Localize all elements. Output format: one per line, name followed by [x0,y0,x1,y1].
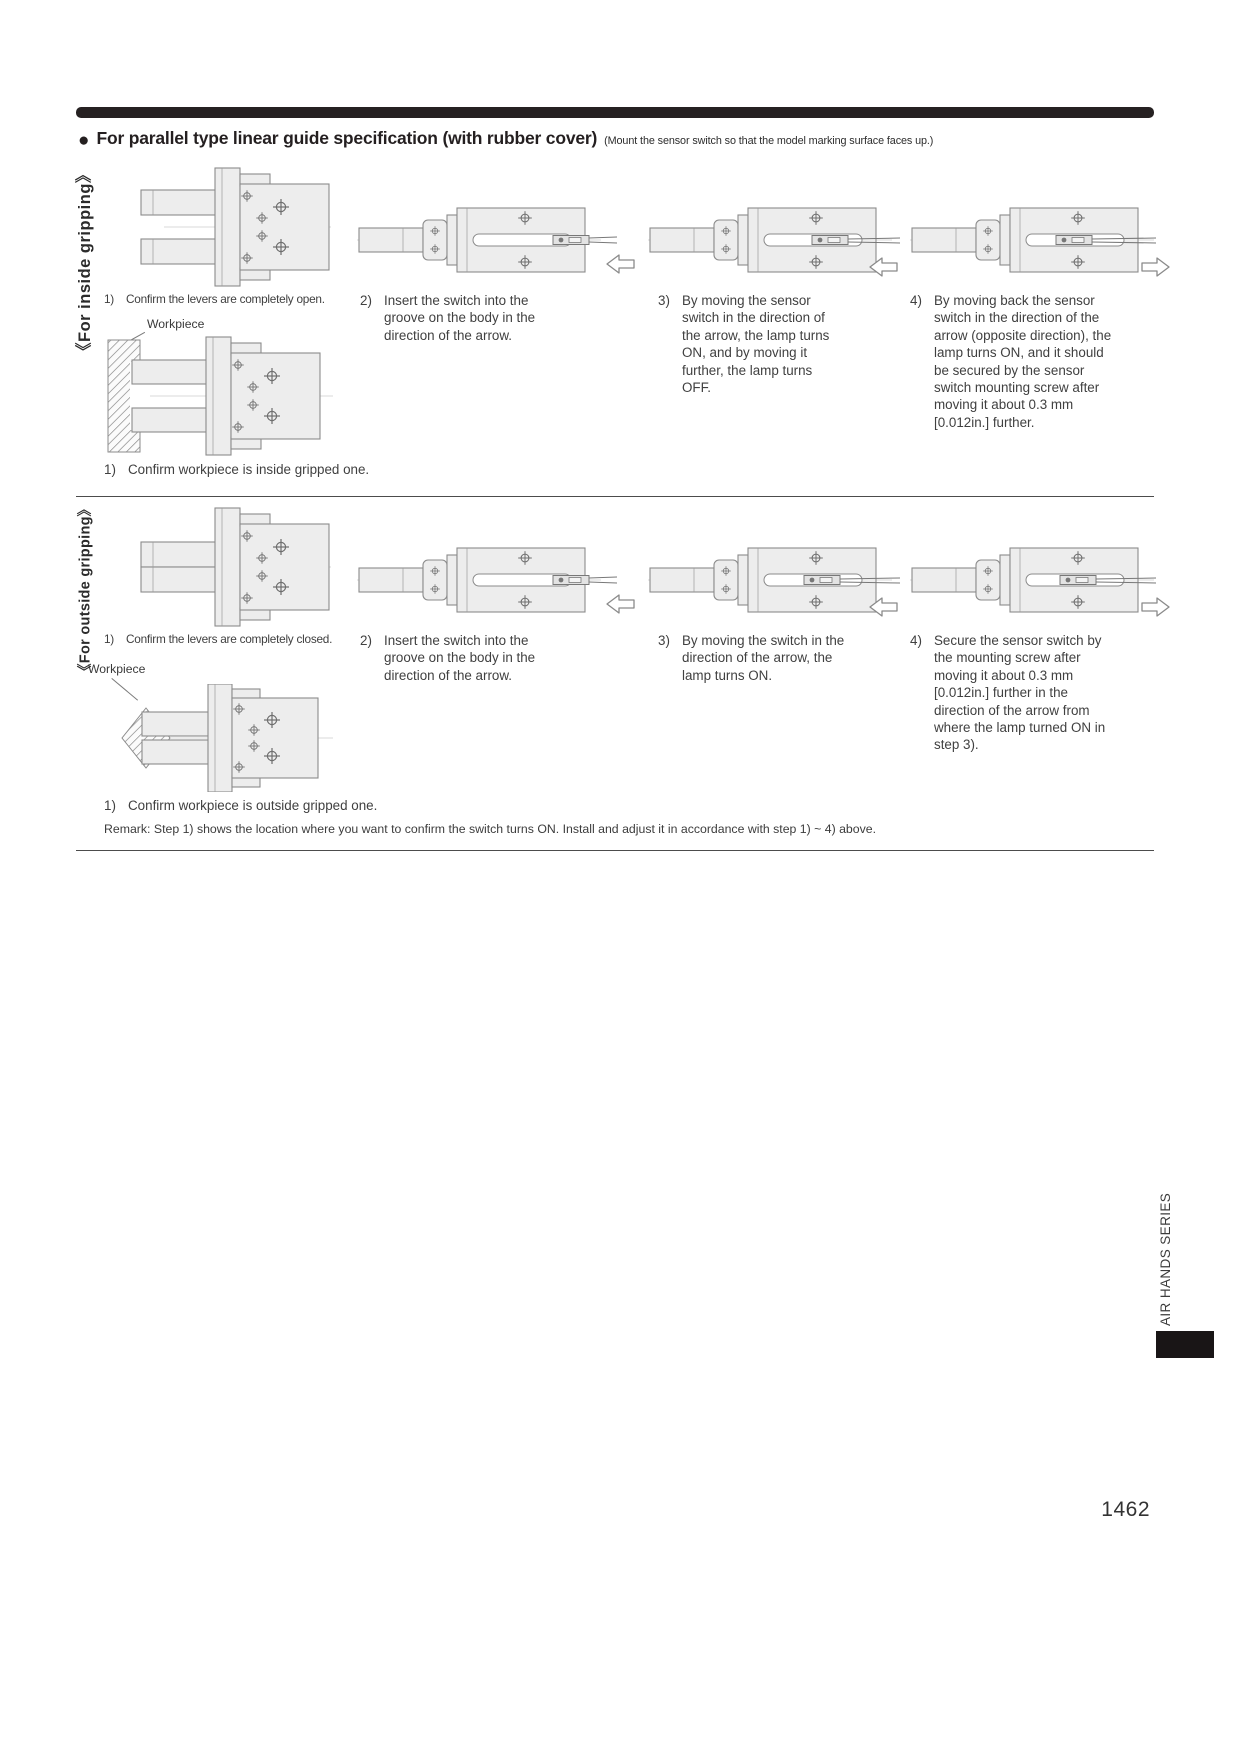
step-number: 2) [360,633,372,648]
step-text: By moving the switch in the direction of the arrow, the lamp turns ON. [682,633,845,683]
switch-insert-diagram [357,538,637,623]
inside-step-4 [910,292,1118,431]
section-divider [76,496,1154,497]
step-number: 4) [910,633,922,648]
outside-step-4 [910,632,1118,754]
remark-line: Remark: Step 1) shows the location where you want to confirm the switch turns ON. Install and adjust it in accordance with step 1) ~ 4) above. [104,822,877,836]
outside-step-2 [360,632,560,684]
arrow-right-icon [1142,598,1169,616]
workpiece-label: Workpiece [147,317,205,331]
page-number: 1462 [1101,1498,1150,1521]
series-thumb-tab [1156,1331,1214,1358]
sensor-switch-secure-diagram [910,198,1190,283]
outside-step-3 [658,632,862,684]
step-text: Insert the switch into the groove on the body in the direction of the arrow. [384,633,536,683]
step-number: 1) [104,462,116,477]
inside-step-2 [360,292,560,344]
sensor-switch-on-diagram [648,198,928,283]
step-text: Confirm workpiece is outside gripped one. [128,798,378,813]
sensor-switch [553,576,617,585]
outside-step-1 [104,632,366,646]
gripper-open-diagram [116,166,331,288]
step-number: 2) [360,293,372,308]
page-title: For parallel type linear guide specification (with rubber cover) [96,128,598,148]
step-number: 1) [104,632,114,646]
step-text: Confirm the levers are completely open. [126,292,325,306]
outside-gripping-section-label: 《For outside gripping》 [77,501,94,678]
step-text: Confirm workpiece is inside gripped one. [128,462,370,477]
arrow-left-icon [607,595,634,613]
step-text: By moving back the sensor switch in the direction of the arrow (opposite direction), the lamp turns ON, and it should be secured by the sensor switch mounting screw after moving it about 0.3 mm [0.012in.] further. [934,293,1112,430]
inside-confirm-line [104,461,424,478]
step-text: Insert the switch into the groove on the body in the direction of the arrow. [384,293,536,343]
inside-step-1 [104,292,356,306]
sensor-switch-on-diagram [648,538,928,623]
switch-insert-diagram [357,198,637,283]
workpiece-outside-grip-diagram [106,684,333,792]
outside-confirm-line [104,797,444,814]
sensor-switch [553,236,617,245]
step-text: By moving the sensor switch in the direction of the arrow, the lamp turns ON, and by moving it further, the lamp turns OFF. [682,293,830,396]
step-text: Secure the sensor switch by the mounting screw after moving it about 0.3 mm [0.012in.] further in the direction of the arrow from where the lamp turned ON in step 3). [934,633,1106,753]
step-number: 3) [658,633,670,648]
workpiece-label: Workpiece [88,662,146,676]
inside-step-3 [658,292,844,396]
step-number: 4) [910,293,922,308]
arrow-right-icon [1142,258,1169,276]
workpiece-inside-grip-diagram [106,336,333,456]
series-side-label: AIR HANDS SERIES [1158,1192,1173,1326]
page-title-note: (Mount the sensor switch so that the model marking surface faces up.) [604,135,934,147]
section-bullet-icon: ● [78,130,90,151]
inside-gripping-section-label: 《For inside gripping》 [76,166,94,360]
top-rule-bar [76,107,1154,118]
gripper-closed-diagram [116,506,331,628]
step-number: 1) [104,292,114,306]
step-number: 3) [658,293,670,308]
title-row [78,128,933,149]
arrow-left-icon [607,255,634,273]
bottom-rule [76,850,1154,851]
sensor-switch-secure-diagram [910,538,1190,623]
step-number: 1) [104,798,116,813]
step-text: Confirm the levers are completely closed. [126,632,333,646]
